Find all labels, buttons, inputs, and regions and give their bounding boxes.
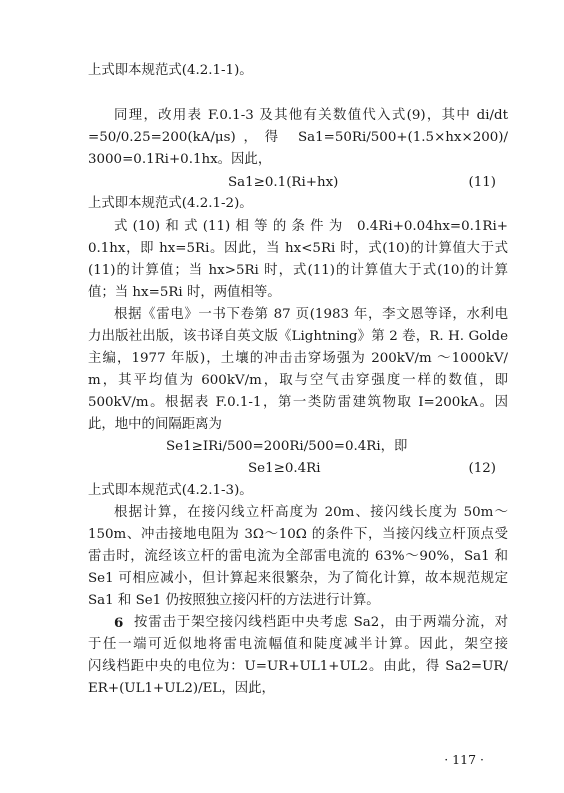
text-line: 同理，改用表 F.0.1-3 及其他有关数值代入式(9)，其中 di/dt [114,108,508,123]
text-line: 闪线档距中央的电位为：U=UR+UL1+UL2。由此，得 Sa2=UR/ [88,659,508,674]
text-line: Sa1 和 Se1 仍按照独立接闪杆的方法进行计算。 [88,593,380,608]
text-line: 上式即本规范式(4.2.1-3)。 [88,483,253,498]
text-line: Se1 可相应减小，但计算起来很繁杂，为了简化计算，故本规范规定 [88,571,508,586]
text-line: ER+(UL1+UL2)/EL，因此， [88,681,275,696]
text-line: (11)的计算值；当 hx>5Ri 时，式(11)的计算值大于式(10)的计算 [88,263,508,278]
text-line: 150m、冲击接地电阻为 3Ω～10Ω 的条件下，当接闪线立杆顶点受 [88,527,508,542]
equation-expression: Se1≥IRi/500=200Ri/500=0.4Ri，即 [166,439,408,454]
text-line: 此，地中的间隔距离为 [88,417,222,432]
text-line: 3000=0.1Ri+0.1hx。因此， [88,152,272,167]
text-line: 主编，1977 年版)，土壤的冲击击穿场强为 200kV/m ～1000kV/ [88,351,508,366]
item-number-label: 6 [114,615,124,631]
text-line: 值；当 hx=5Ri 时，两值相等。 [88,285,281,300]
text-line: =50/0.25=200(kA/μs)，得 Sa1=50Ri/500+(1.5×hx×200)/ [88,130,508,145]
equation-number: (11) [468,175,496,190]
text-line: 式(10)和式(11)相等的条件为 0.4Ri+0.04hx=0.1Ri+ [114,219,508,234]
text-line: 力出版社出版，该书译自英文版《Lightning》第 2 卷，R. H. Golde [88,329,508,344]
text-line: 根据《雷电》一书下卷第 87 页(1983 年，李文恩等译，水利电 [114,307,508,322]
equation-expression: Se1≥0.4Ri [248,461,321,476]
equation-number: (12) [468,461,496,476]
text-line: 上式即本规范式(4.2.1-2)。 [88,196,253,211]
text-line: 按雷击于架空接闪线档距中央考虑 Sa2，由于两端分流，对 [134,615,508,630]
text-line: 500kV/m。根据表 F.0.1-1，第一类防雷建筑物取 I=200kA。因 [88,395,508,410]
text-line: 根据计算，在接闪线立杆高度为 20m、接闪线长度为 50m～ [114,505,508,520]
text-line: 于任一端可近似地将雷电流幅值和陡度减半计算。因此，架空接 [88,637,508,652]
text-line: 0.1hx，即 hx=5Ri。因此，当 hx<5Ri 时，式(10)的计算值大于式 [88,241,508,256]
equation-expression: Sa1≥0.1(Ri+hx) [228,175,339,190]
text-line: 上式即本规范式(4.2.1-1)。 [88,63,253,78]
page-number: · 117 · [444,752,484,767]
text-line: m，其平均值为 600kV/m，取与空气击穿强度一样的数值，即 [88,373,508,388]
text-line: 雷击时，流经该立杆的雷电流为全部雷电流的 63%～90%，Sa1 和 [88,549,508,564]
